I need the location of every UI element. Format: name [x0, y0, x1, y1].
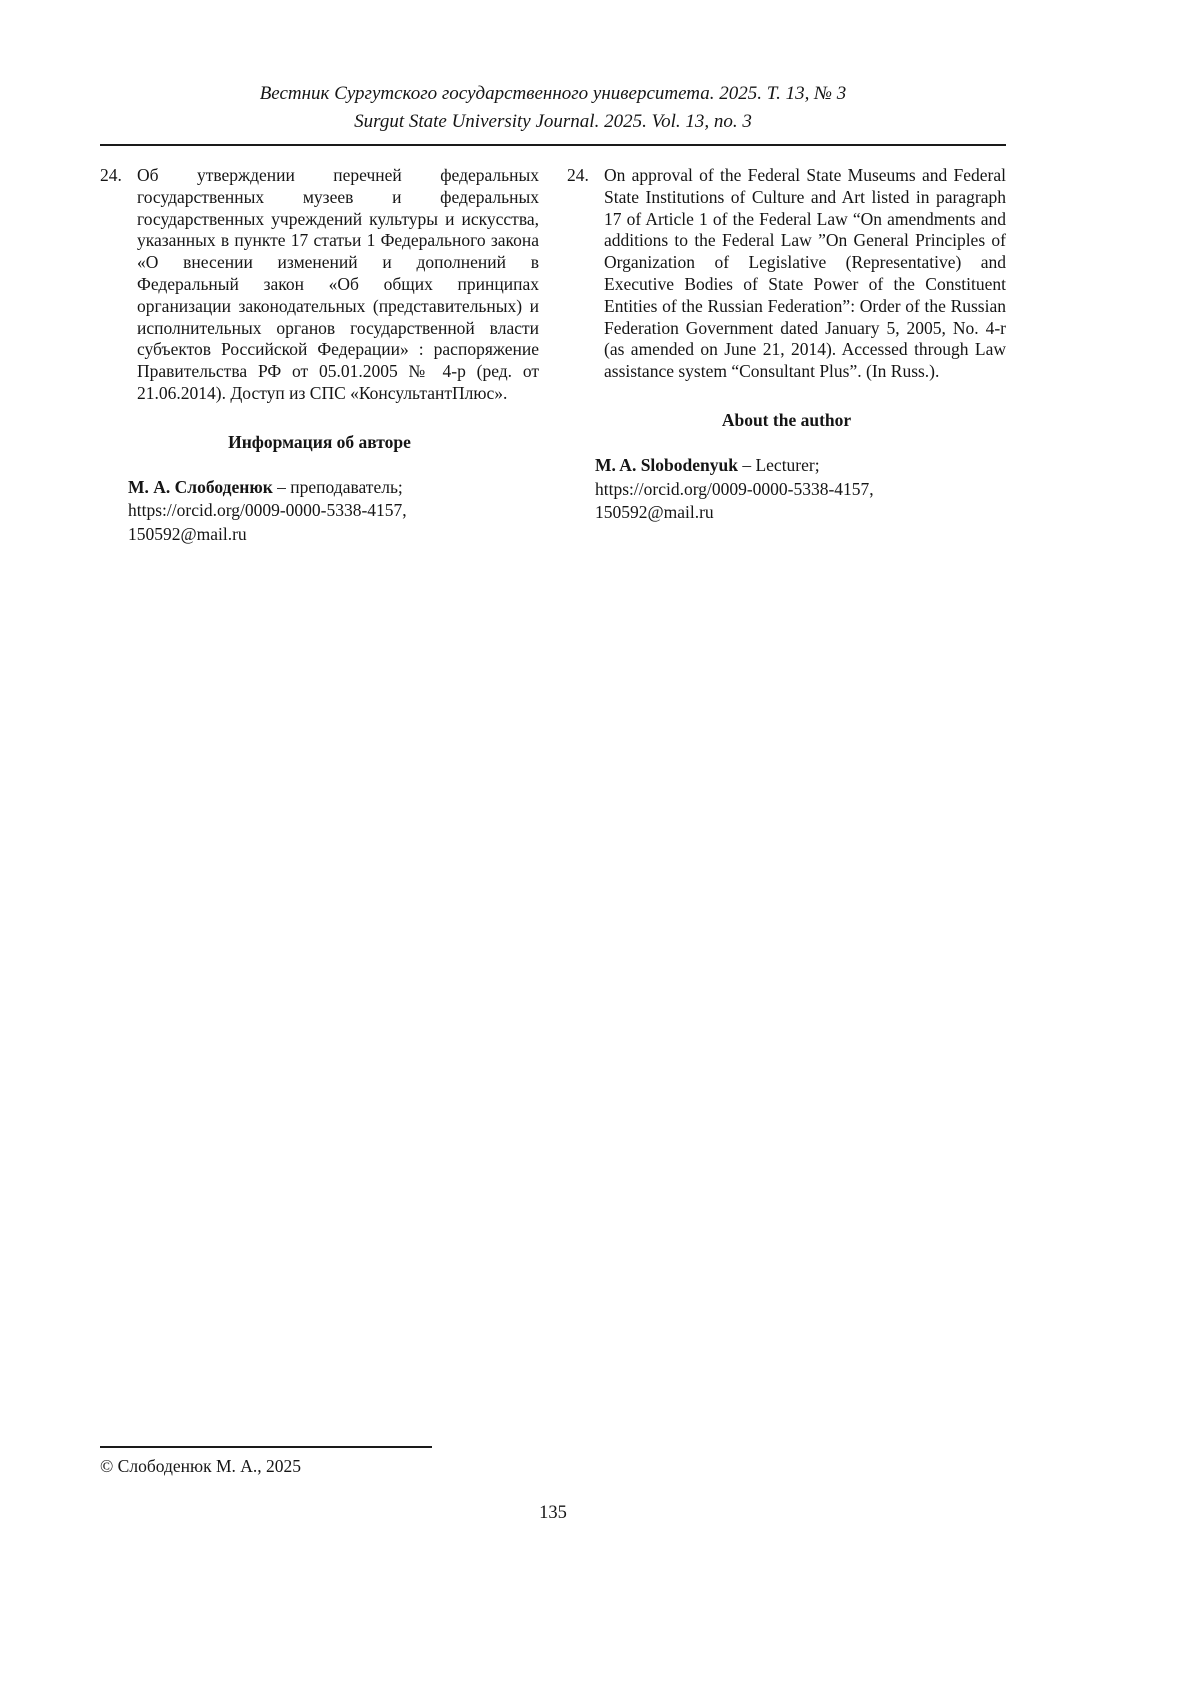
journal-title-en: Surgut State University Journal. 2025. Vol. 13, no. 3: [354, 110, 752, 132]
author-role-ru: – преподаватель;: [272, 476, 403, 497]
email-link[interactable]: 150592@mail.ru: [128, 523, 247, 544]
column-russian: [100, 165, 539, 546]
author-block-en: [567, 454, 1006, 525]
page-content: [100, 80, 1006, 546]
journal-title-ru: Вестник Сургутского государственного университета. 2025. Т. 13, № 3: [259, 83, 847, 104]
author-name-en: M. A. Slobodenyuk: [595, 455, 738, 476]
reference-item-en: [567, 165, 1006, 383]
footer-divider: [100, 1446, 432, 1448]
author-info-heading-en: About the author: [721, 410, 852, 431]
author-role-en: – Lecturer;: [737, 455, 820, 476]
author-line-en: [595, 454, 1006, 478]
email-link[interactable]: 150592@mail.ru: [595, 502, 714, 523]
author-info-heading-ru: Информация об авторе: [228, 431, 411, 452]
author-name-ru: М. А. Слободенюк: [128, 476, 273, 497]
reference-number: 24.: [567, 165, 589, 186]
copyright-notice: © Слободенюк М. А., 2025: [100, 1456, 302, 1476]
two-column-layout: [100, 165, 1006, 546]
author-line-ru: [128, 476, 539, 500]
orcid-link[interactable]: https://orcid.org/0009-0000-5338-4157,: [595, 478, 874, 499]
orcid-link[interactable]: https://orcid.org/0009-0000-5338-4157,: [128, 500, 407, 521]
reference-text-en: On approval of the Federal State Museums and Federal State Institutions of Culture and Art listed in paragraph 17 of Article 1 of the Federal Law “On amendments and additions to the Federal Law ”On General Principles of Organization of Legislative (Representative) and Executive Bodies of State Power of the Constituent Entities of the Russian Federation”: Order of the Russian Federation Government dated January 5, 2005, No. 4-r (as amended on June 21, 2014). Accessed through Law assistance system “Consultant Plus”. (In Russ.).: [604, 165, 1006, 382]
reference-text-ru: Об утверждении перечней федеральных государственных музеев и федеральных государственных учреждений культуры и искусства, указанных в пункте 17 статьи 1 Федерального закона «О внесении изменений и дополнений в Федеральный закон «Об общих принципах организации законодательных (представительных) и исполнительных органов государственной власти субъектов Российской Федерации» : распоряжение Правительства РФ от 05.01.2005 № 4-р (ред. от 21.06.2014). Доступ из СПС «КонсультантПлюс».: [137, 165, 539, 404]
header-divider: [100, 144, 1006, 146]
column-english: [567, 165, 1006, 546]
reference-item-ru: [100, 165, 539, 405]
journal-header: [100, 80, 1006, 135]
reference-number: 24.: [100, 165, 122, 186]
author-block-ru: [100, 476, 539, 547]
page-number: 135: [539, 1503, 567, 1523]
